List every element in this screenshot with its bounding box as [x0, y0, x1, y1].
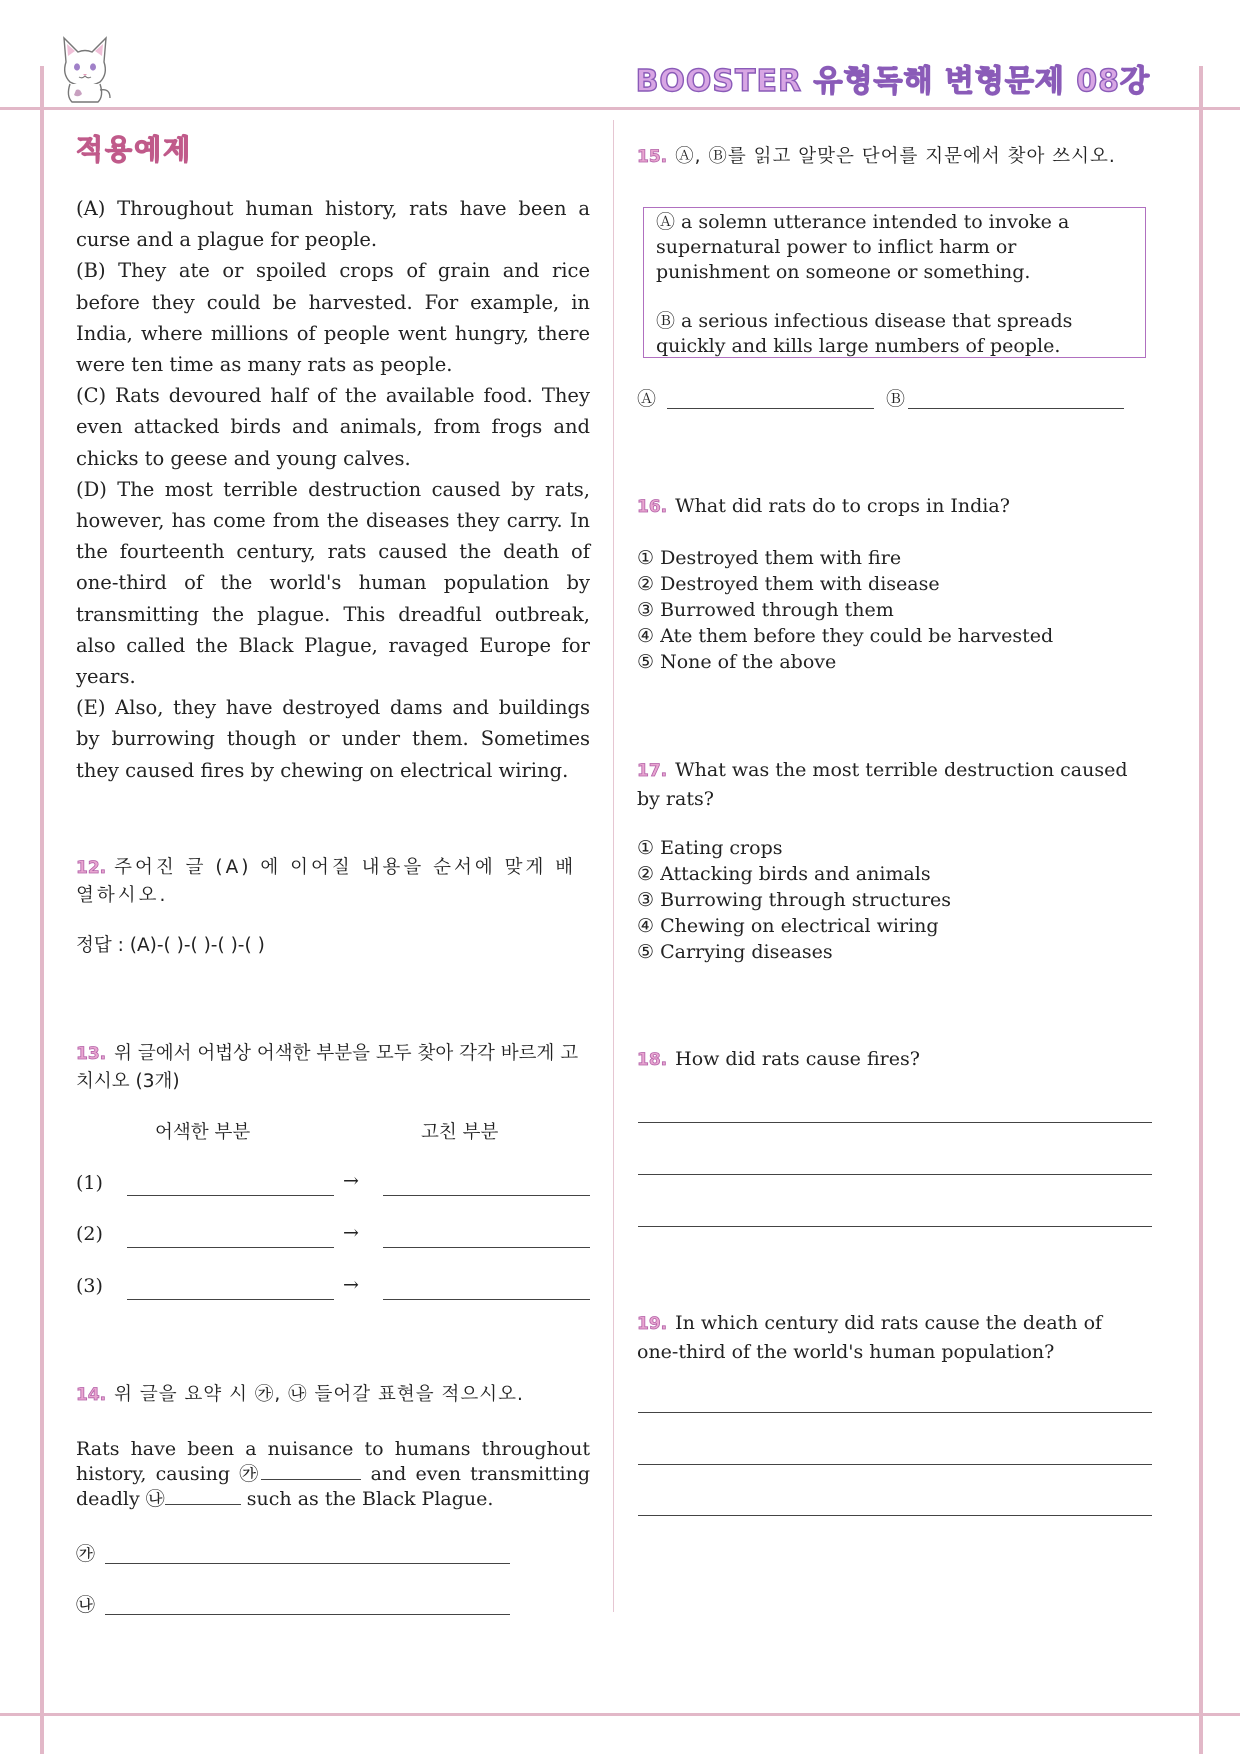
q13-fixed-line-2[interactable]	[383, 1247, 590, 1248]
question-19	[637, 1309, 1137, 1366]
q16-option-1[interactable]: ① Destroyed them with fire	[637, 547, 902, 569]
arrow-icon: →	[343, 1274, 359, 1296]
column-divider	[613, 120, 614, 1612]
question-number: 18.	[637, 1050, 668, 1070]
q13-column-fixed: 고친 부분	[421, 1122, 499, 1143]
q17-option-5[interactable]: ⑤ Carrying diseases	[637, 941, 833, 963]
q13-row-label: (3)	[76, 1275, 103, 1297]
q14-mark-a: ㉮	[76, 1543, 96, 1565]
q16-option-3[interactable]: ③ Burrowed through them	[637, 599, 894, 621]
q18-answer-line-1[interactable]	[638, 1122, 1152, 1123]
q13-wrong-line-3[interactable]	[127, 1299, 334, 1300]
question-15	[637, 143, 1157, 171]
question-number: 15.	[637, 147, 668, 167]
q14-summary-part-2: and even transmitting deadly ㉯	[76, 1463, 591, 1510]
passage-paragraph-e: (E) Also, they have destroyed dams and buildings by burrowing though or under them. Sometimes they caused fires by chewing on electrical wiring.	[76, 696, 590, 782]
q13-row-label: (1)	[76, 1172, 103, 1194]
q19-answer-line-2[interactable]	[638, 1464, 1152, 1465]
q17-options	[637, 835, 951, 965]
q18-answer-line-2[interactable]	[638, 1174, 1152, 1175]
q13-column-wrong: 어색한 부분	[155, 1122, 251, 1143]
frame-top-border	[0, 107, 1240, 110]
q13-wrong-line-2[interactable]	[127, 1247, 334, 1248]
arrow-icon: →	[343, 1222, 359, 1244]
q16-option-5[interactable]: ⑤ None of the above	[637, 651, 837, 673]
question-14	[76, 1381, 590, 1409]
passage-paragraph-b: (B) They ate or spoiled crops of grain and rice before they could be harvested. For example, in India, where millions of people went hungry, there were ten time as many rats as people.	[76, 259, 590, 377]
passage-paragraph-a: (A) Throughout human history, rats have been a curse and a plague for people.	[76, 197, 590, 252]
q13-wrong-line-1[interactable]	[127, 1195, 334, 1196]
q19-answer-line-3[interactable]	[638, 1515, 1152, 1516]
frame-right-border	[1199, 66, 1203, 1754]
question-text: 주어진 글 (A) 에 이어질 내용을 순서에 맞게 배열하시오.	[76, 857, 577, 906]
q17-option-4[interactable]: ④ Chewing on electrical wiring	[637, 915, 939, 937]
q19-answer-line-1[interactable]	[638, 1412, 1152, 1413]
q12-answer-label[interactable]: 정답 : (A)-( )-( )-( )-( )	[76, 935, 265, 956]
question-text: How did rats cause fires?	[675, 1048, 920, 1070]
q13-fixed-line-3[interactable]	[383, 1299, 590, 1300]
q17-option-1[interactable]: ① Eating crops	[637, 837, 783, 859]
q14-summary	[76, 1437, 590, 1512]
arrow-icon: →	[343, 1170, 359, 1192]
header-title: BOOSTER 유형독해 변형문제 08강	[635, 64, 1150, 99]
q14-blank-a[interactable]	[261, 1479, 361, 1480]
question-number: 16.	[637, 497, 668, 517]
question-number: 14.	[76, 1385, 107, 1405]
q14-blank-b[interactable]	[165, 1504, 241, 1505]
q14-mark-b: ㉯	[76, 1594, 96, 1616]
q15-definition-a: Ⓐ a solemn utterance intended to invoke a supernatural power to inflict harm or punishment on someone or something.	[656, 211, 1070, 283]
question-text: What was the most terrible destruction caused by rats?	[637, 759, 1128, 810]
q14-summary-part-1: Rats have been a nuisance to humans throughout history, causing ㉮	[76, 1438, 590, 1485]
question-number: 12.	[76, 858, 107, 878]
q15-mark-a: Ⓐ	[637, 388, 657, 410]
question-16	[637, 492, 1157, 521]
cat-mascot-icon	[56, 32, 114, 104]
q14-answer-line-b[interactable]	[105, 1614, 510, 1615]
question-text: Ⓐ, Ⓑ를 읽고 알맞은 단어를 지문에서 찾아 쓰시오.	[675, 146, 1116, 167]
question-text: 위 글을 요약 시 ㉮, ㉯ 들어갈 표현을 적으시오.	[114, 1384, 524, 1405]
question-text: 위 글에서 어법상 어색한 부분을 모두 찾아 각각 바르게 고치시오 (3개)	[76, 1043, 579, 1092]
q15-definition-box	[643, 207, 1146, 358]
q16-option-2[interactable]: ② Destroyed them with disease	[637, 573, 940, 595]
frame-left-border	[40, 66, 44, 1754]
q15-answer-line-b[interactable]	[908, 408, 1124, 409]
question-text: What did rats do to crops in India?	[675, 495, 1010, 517]
question-number: 19.	[637, 1314, 668, 1334]
question-18	[637, 1045, 1157, 1074]
question-number: 17.	[637, 761, 668, 781]
q15-answer-line-a[interactable]	[667, 408, 874, 409]
question-17	[637, 756, 1147, 813]
q13-row-label: (2)	[76, 1223, 103, 1245]
section-title: 적용예제	[76, 133, 193, 166]
q14-summary-part-3: such as the Black Plague.	[246, 1488, 494, 1510]
q16-option-4[interactable]: ④ Ate them before they could be harvested	[637, 625, 1054, 647]
frame-bottom-border	[0, 1713, 1240, 1716]
q17-option-3[interactable]: ③ Burrowing through structures	[637, 889, 952, 911]
question-number: 13.	[76, 1044, 107, 1064]
question-text: In which century did rats cause the death of one-third of the world's human population?	[637, 1312, 1103, 1363]
q14-answer-line-a[interactable]	[105, 1563, 510, 1564]
q16-options	[637, 545, 1053, 675]
passage-paragraph-c: (C) Rats devoured half of the available food. They even attacked birds and animals, from frogs and chicks to geese and young calves.	[76, 384, 590, 470]
q18-answer-line-3[interactable]	[638, 1226, 1152, 1227]
q15-mark-b: Ⓑ	[886, 388, 906, 410]
q15-definition-b: Ⓑ a serious infectious disease that spreads quickly and kills large numbers of people.	[656, 310, 1073, 357]
q13-fixed-line-1[interactable]	[383, 1195, 590, 1196]
reading-passage	[76, 193, 590, 786]
q17-option-2[interactable]: ② Attacking birds and animals	[637, 863, 931, 885]
question-12	[76, 854, 590, 910]
question-13	[76, 1040, 590, 1096]
passage-paragraph-d: (D) The most terrible destruction caused by rats, however, has come from the diseases they carry. In the fourteenth century, rats caused the death of one-third of the world's human population by transmitting the plague. This dreadful outbreak, also called the Black Plague, ravaged Europe for years.	[76, 477, 590, 689]
